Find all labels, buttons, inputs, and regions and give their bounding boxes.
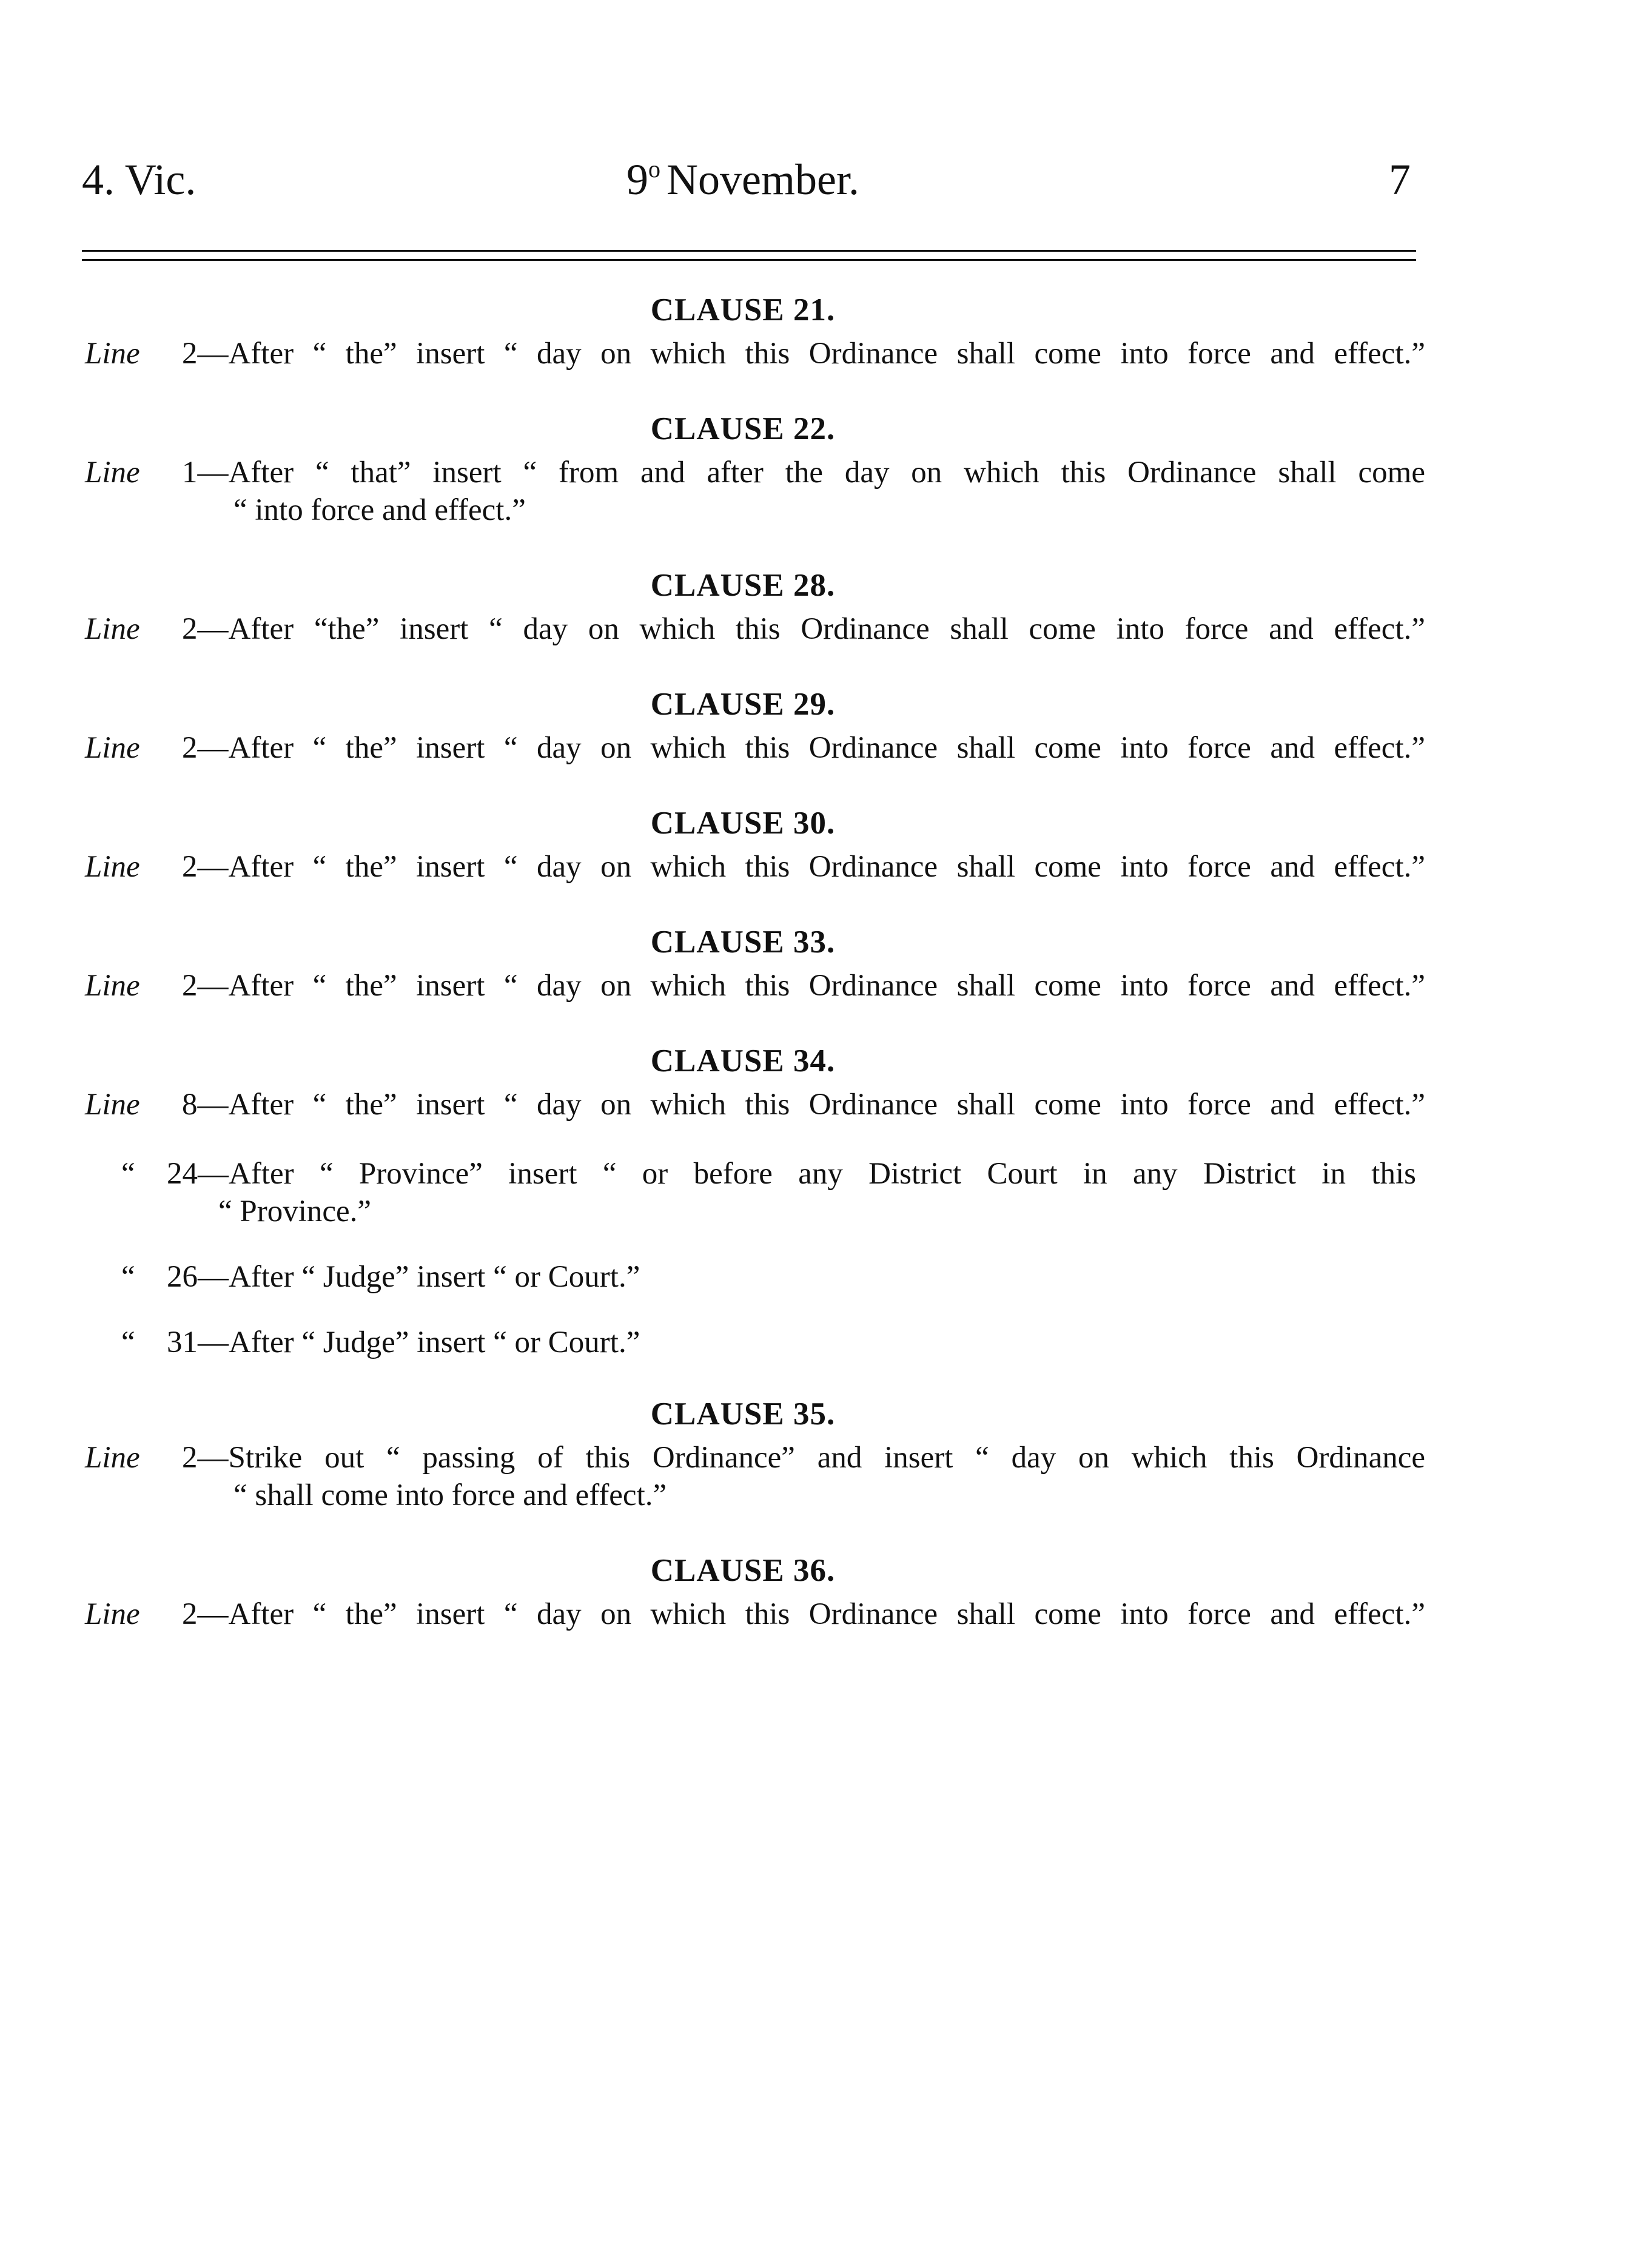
line-tag: Line — [85, 969, 140, 1003]
amendment-text: 2—After “ the” insert “ day on which this Ordinance shall come into force and effect.” — [182, 731, 1425, 765]
line-tag: Line — [85, 337, 140, 371]
amendment-line — [0, 335, 1425, 372]
page-number: 7 — [1389, 155, 1411, 204]
amendment-line — [0, 1439, 1425, 1514]
clause-heading: CLAUSE 29. — [650, 687, 836, 722]
amendment-text: 2—After “ the” insert “ day on which this Ordinance shall come into force and effect.” — [182, 337, 1425, 371]
amendment-line — [0, 848, 1425, 886]
clause-heading: CLAUSE 36. — [650, 1553, 836, 1588]
line-tag: Line — [85, 1088, 140, 1122]
amendment-text: 2—After “ the” insert “ day on which this Ordinance shall come into force and effect.” — [182, 1597, 1425, 1631]
header-regnal-year: 4. Vic. — [82, 155, 196, 204]
line-tag: Line — [85, 1441, 140, 1475]
amendment-continuation: “ shall come into force and effect.” — [233, 1478, 667, 1512]
amendment-continuation: “ into force and effect.” — [233, 493, 526, 527]
amendment-text: 26—After “ Judge” insert “ or Court.” — [167, 1260, 640, 1294]
amendment-text: 24—After “ Province” insert “ or before any District Court in any District in this — [167, 1157, 1416, 1191]
amendment-text: 1—After “ that” insert “ from and after the day on which this Ordinance shall come — [182, 456, 1425, 490]
amendment-line — [0, 610, 1425, 648]
clause-heading: CLAUSE 35. — [650, 1396, 836, 1432]
amendment-line — [0, 454, 1425, 529]
clause-heading: CLAUSE 21. — [650, 292, 836, 328]
amendment-line — [0, 967, 1425, 1005]
amendment-line — [0, 1595, 1425, 1633]
header-double-rule — [82, 250, 1416, 261]
line-tag: Line — [85, 456, 140, 490]
amendment-text: 2—After “ the” insert “ day on which this Ordinance shall come into force and effect.” — [182, 969, 1425, 1003]
amendment-text: 2—After “the” insert “ day on which this Ordinance shall come into force and effect.” — [182, 612, 1425, 646]
amendments-list — [0, 285, 1652, 1665]
clause-heading: CLAUSE 22. — [650, 411, 836, 446]
clause-heading: CLAUSE 33. — [650, 924, 836, 960]
amendment-text: 8—After “ the” insert “ day on which this Ordinance shall come into force and effect.” — [182, 1088, 1425, 1122]
clause-heading: CLAUSE 28. — [650, 568, 836, 603]
amendment-line — [0, 729, 1425, 767]
ditto-mark: “ — [121, 1260, 135, 1294]
amendment-continuation: “ Province.” — [218, 1194, 372, 1228]
line-tag: Line — [85, 612, 140, 646]
amendment-text: 2—After “ the” insert “ day on which this Ordinance shall come into force and effect.” — [182, 850, 1425, 884]
line-tag: Line — [85, 850, 140, 884]
ditto-mark: “ — [121, 1157, 135, 1191]
clause-heading: CLAUSE 30. — [650, 806, 836, 841]
amendment-line — [0, 1155, 1416, 1230]
line-tag: Line — [85, 1597, 140, 1631]
amendment-text: 2—Strike out “ passing of this Ordinance” and insert “ day on which this Ordinance — [182, 1441, 1425, 1475]
clause-heading: CLAUSE 34. — [650, 1043, 836, 1079]
amendment-line — [0, 1086, 1425, 1123]
amendment-line — [0, 1324, 1416, 1361]
page-header — [0, 155, 1652, 227]
header-date — [0, 155, 1486, 205]
header-day-suffix: o — [648, 155, 661, 183]
ditto-mark: “ — [121, 1325, 135, 1359]
amendment-text: 31—After “ Judge” insert “ or Court.” — [167, 1325, 640, 1359]
line-tag: Line — [85, 731, 140, 765]
header-month: November. — [667, 155, 859, 204]
amendment-line — [0, 1258, 1416, 1296]
header-day: 9 — [626, 155, 649, 204]
